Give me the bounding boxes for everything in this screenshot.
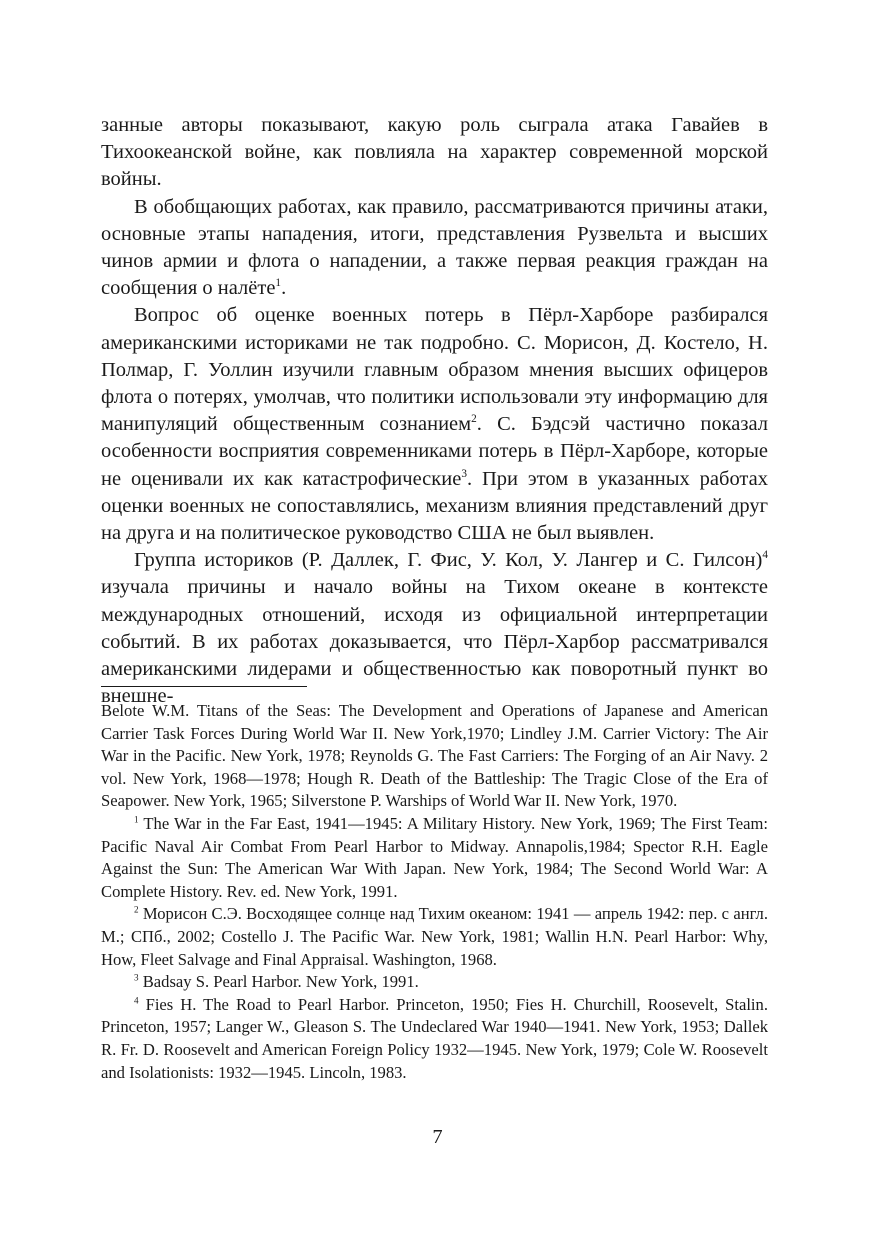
footnote-ref-3[interactable]: 3 — [461, 467, 467, 480]
footnote-continuation: Belote W.M. Titans of the Seas: The Development and Operations of Japanese and American Carrier Task Forces During World War II. New York,1970; Lindley J.M. Carrier Victory: The Air War in the Pacific. New York, 1978; Reynolds G. The Fast Carriers: The Forging of an Air Navy. 2 vol. New York, 1968—1978; Hough R. Death of the Battleship: The Tragic Close of the Era of Seapower. New York, 1965; Silverstone P. Warships of World War II. New York, 1970. — [101, 701, 768, 811]
paragraph-3-part-c: . При этом в указанных работах оценки военных не сопоставлялись, механизм влияния представлений друг на друга и на политическое руководство США не был выявлен. — [101, 467, 768, 545]
paragraph-4-part-b: изучала причины и начало войны на Тихом океане в контексте международных отношений, исходя из официальной интерпретации событий. В их работах доказывается, что Пёрл-Харбор рассматривался американскими лидерами и общественностью как поворотный пункт во внешне- — [101, 576, 768, 708]
footnote-3 — [101, 971, 768, 994]
footnotes — [101, 700, 768, 1084]
paragraph-3-part-a: Вопрос об оценке военных потерь в Пёрл-Харборе разбирался американскими историками не так подробно. С. Морисон, Д. Костело, Н. Полмар, Г. Уоллин изучили главным образом мнения высших офицеров флота о потерях, умолчав, что политики использовали эту информацию для манипуляций общественным сознанием — [101, 304, 768, 436]
paragraph-3-part-b: . С. Бэдсэй частично показал особенности восприятия современниками потерь в Пёрл-Харборе, которые не оценивали их как катастрофические — [101, 413, 768, 490]
footnote-separator — [101, 686, 307, 687]
footnote-text: Badsay S. Pearl Harbor. New York, 1991. — [138, 972, 419, 992]
footnote-number: 3 — [134, 972, 139, 983]
footnote-2 — [101, 903, 768, 971]
footnote-ref-1[interactable]: 1 — [275, 277, 282, 290]
main-text — [101, 112, 768, 710]
footnote-text: Морисон С.Э. Восходящее солнце над Тихим океаном: 1941 — апрель 1942: пер. с англ. М.; СПб., 2002; Costello J. The Pacific War. New York, 1981; Wallin H.N. Pearl Harbor: Why, How, Fleet Salvage and Final Appraisal. Washington, 1968. — [101, 904, 768, 969]
footnote-text: Fies H. The Road to Pearl Harbor. Princeton, 1950; Fies H. Churchill, Roosevelt, Stalin. Princeton, 1957; Langer W., Gleason S. The Undeclared War 1940—1941. New York, 1953; Dallek R. Fr. D. Roosevelt and American Foreign Policy 1932—1945. New York, 1979; Cole W. Roosevelt and Isolationists: 1932—1945. Lincoln, 1983. — [101, 994, 768, 1082]
paragraph-3 — [101, 302, 768, 547]
paragraph-2-end: . — [281, 277, 287, 300]
footnote-number: 1 — [134, 814, 139, 825]
footnote-number: 2 — [134, 904, 139, 915]
footnote-text: The War in the Far East, 1941—1945: A Military History. New York, 1969; The First Team: Pacific Naval Air Combat From Pearl Harbor to Midway. Annapolis,1984; Spector R.H. Eagle Against the Sun: The American War With Japan. New York, 1984; The Second World War: A Complete History. Rev. ed. New York, 1991. — [101, 813, 768, 901]
footnote-number: 4 — [134, 995, 139, 1006]
paragraph-2 — [101, 194, 768, 303]
paragraph-1: занные авторы показывают, какую роль сыграла атака Гавайев в Тихоокеанской войне, как повлияла на характер современной морской войны. — [101, 114, 768, 191]
paragraph-4-part-a: Группа историков (Р. Даллек, Г. Фис, У. Кол, У. Лангер и С. Гилсон) — [134, 549, 763, 572]
page-number: 7 — [432, 1126, 443, 1148]
footnote-ref-2[interactable]: 2 — [471, 413, 477, 426]
paragraph-2-text: В обобщающих работах, как правило, рассматриваются причины атаки, основные этапы нападения, итоги, представления Рузвельта и высших чинов армии и флота о нападении, а также первая реакция граждан на сообщения о налёте — [101, 195, 768, 300]
footnote-4 — [101, 994, 768, 1084]
footnote-ref-4[interactable]: 4 — [762, 549, 768, 562]
footnote-1 — [101, 813, 768, 903]
